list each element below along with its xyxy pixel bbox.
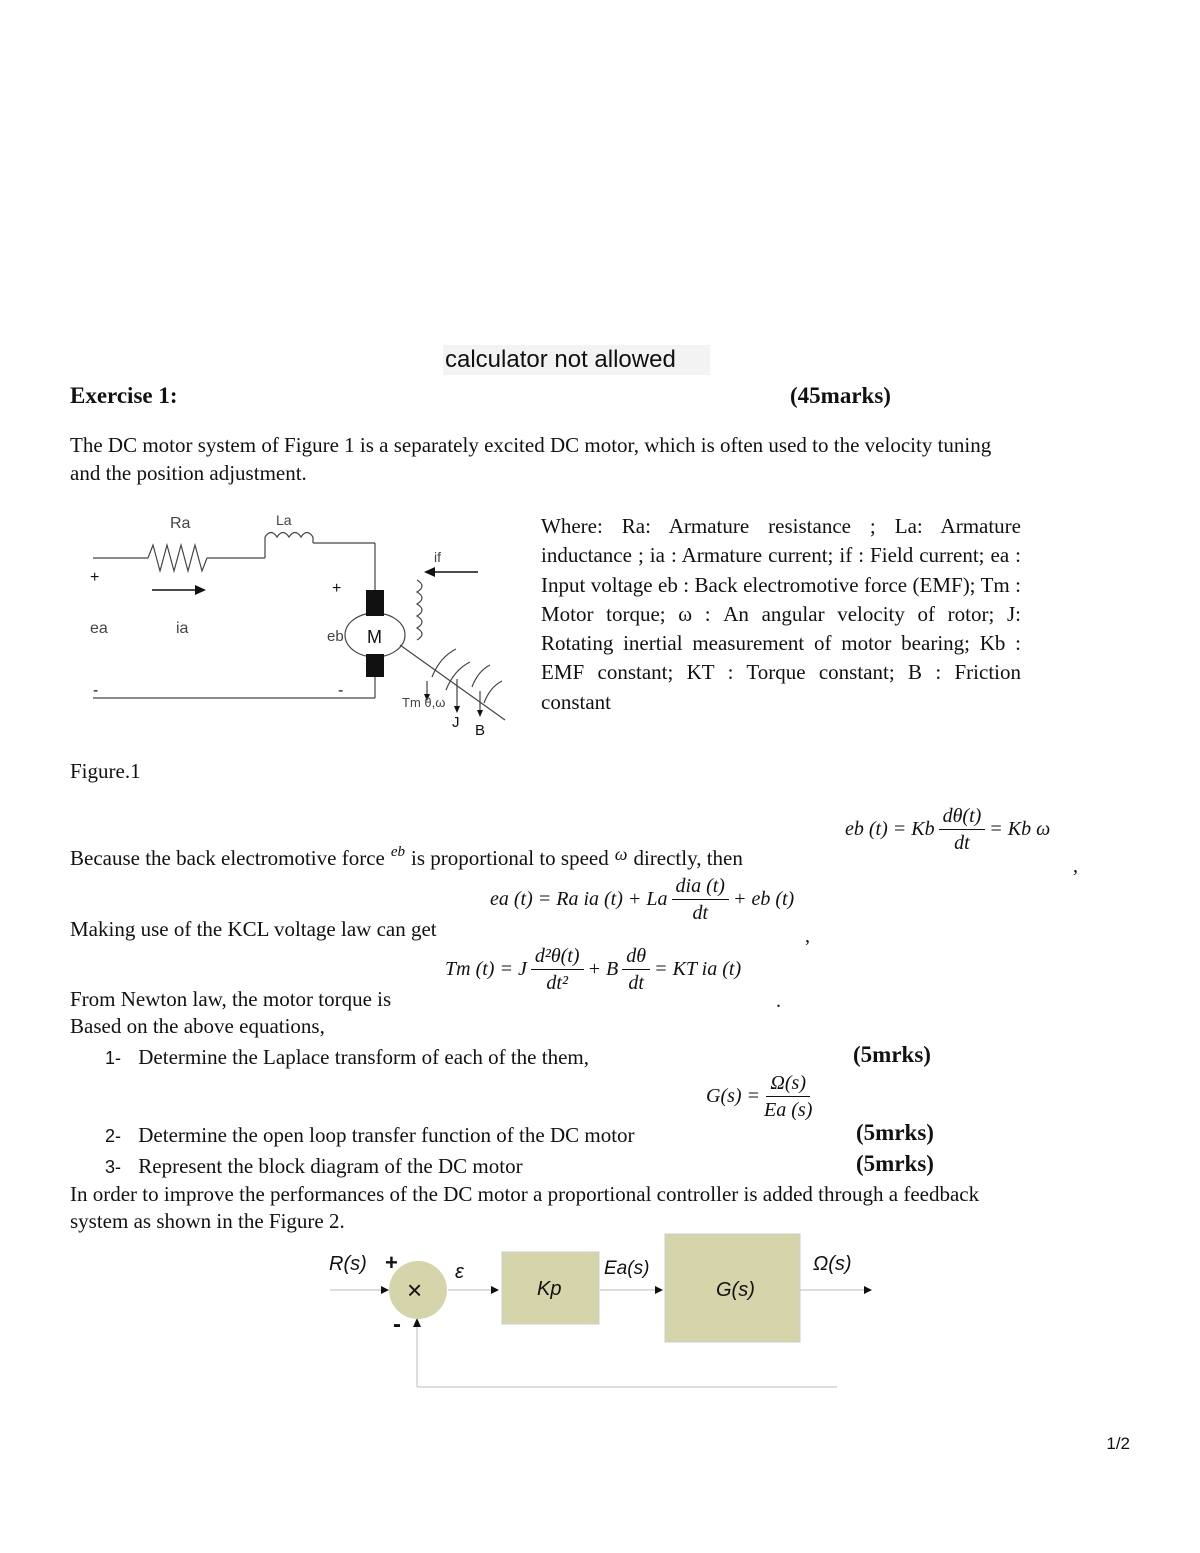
back-emf-text: Because the back electromotive force xyxy=(70,846,385,870)
dc-motor-circuit xyxy=(80,505,520,740)
output-label: Ω(s) xyxy=(813,1253,852,1275)
plant-label: G(s) xyxy=(716,1279,755,1301)
eq3-numerator-1: d²θ(t) xyxy=(531,945,584,970)
question-2-number: 2- xyxy=(105,1126,122,1146)
eq3-mid: + B xyxy=(587,958,619,980)
label-eb: eb xyxy=(327,628,344,645)
eq3-period: . xyxy=(776,990,781,1012)
input-label: R(s) xyxy=(329,1253,367,1275)
kcl-paragraph: Making use of the KCL voltage law can get xyxy=(70,917,437,941)
based-paragraph: Based on the above equations, xyxy=(70,1014,325,1038)
question-1 xyxy=(105,1043,589,1072)
eq2-rhs: + eb (t) xyxy=(732,888,795,910)
label-if: if xyxy=(434,549,441,565)
symbol-legend: Where: Ra: Armature resistance ; La: Armature inductance ; ia : Armature current; if : Field current; ea : Input voltage eb : Back electromotive force (EMF); Tm : Motor torque; ω : An angular velocity of rotor; J: Rotating inertial measurement of motor bearing; Kb : EMF constant; KT : Torque constant; B : Friction constant xyxy=(541,514,1021,714)
eq1-denominator: dt xyxy=(954,832,970,854)
equation-kcl xyxy=(490,875,794,924)
eq1-lhs: eb (t) = Kb xyxy=(845,818,935,840)
label-ia: ia xyxy=(176,620,189,637)
label-la: La xyxy=(276,512,292,528)
eq4-numerator: Ω(s) xyxy=(766,1072,810,1097)
exercise-marks: (45marks) xyxy=(790,383,891,408)
controller-label: Kp xyxy=(537,1278,562,1300)
back-emf-paragraph xyxy=(70,844,743,872)
calculator-notice: calculator not allowed xyxy=(443,345,710,375)
eq3-denominator-1: dt² xyxy=(546,972,568,994)
eq2-numerator: dia (t) xyxy=(672,875,729,900)
eq3-lhs: Tm (t) = J xyxy=(445,958,527,980)
label-ea: ea xyxy=(90,620,108,637)
eq2-denominator: dt xyxy=(692,902,709,924)
question-3-text: Represent the block diagram of the DC motor xyxy=(138,1154,523,1178)
question-1-number: 1- xyxy=(105,1048,122,1068)
question-2 xyxy=(105,1121,635,1150)
proportional-text: is proportional to speed xyxy=(411,846,609,870)
intro-line-2: and the position adjustment. xyxy=(70,461,307,485)
question-3-number: 3- xyxy=(105,1157,122,1177)
closing-line-1: In order to improve the performances of the DC motor a proportional controller is added through a feedback xyxy=(70,1182,980,1206)
equation-newton xyxy=(445,945,741,994)
minus-sign: - xyxy=(393,1311,401,1338)
eb-symbol: eb xyxy=(390,844,406,860)
eq1-comma: , xyxy=(1073,855,1078,877)
label-j: J xyxy=(452,714,460,731)
label-plus-mid: + xyxy=(332,580,342,597)
eq1-rhs: = Kb ω xyxy=(989,818,1051,840)
signal-label: Ea(s) xyxy=(604,1258,650,1279)
feedback-block-diagram xyxy=(325,1232,885,1397)
eq2-lhs: ea (t) = Ra ia (t) + La xyxy=(490,888,668,910)
question-3-marks: (5mrks) xyxy=(856,1151,934,1176)
label-plus-left: + xyxy=(90,569,100,586)
eq2-comma: , xyxy=(805,925,810,947)
label-ra: Ra xyxy=(170,515,191,532)
label-tm: Tm θ,ω xyxy=(402,695,446,710)
omega-symbol: ω xyxy=(614,844,628,864)
plus-sign: + xyxy=(385,1250,398,1275)
label-b: B xyxy=(475,722,486,739)
question-2-text: Determine the open loop transfer function of the DC motor xyxy=(138,1123,635,1147)
intro-line-1: The DC motor system of Figure 1 is a separately excited DC motor, which is often used to the velocity tuning xyxy=(70,433,992,457)
question-1-marks: (5mrks) xyxy=(853,1042,931,1067)
eq3-numerator-2: dθ xyxy=(622,945,650,970)
exercise-title: Exercise 1: xyxy=(70,383,178,408)
eq3-denominator-2: dt xyxy=(628,972,644,994)
eq4-denominator: Ea (s) xyxy=(764,1099,813,1121)
error-label: ε xyxy=(455,1261,464,1283)
label-minus-left: - xyxy=(93,682,99,699)
closing-line-2: system as shown in the Figure 2. xyxy=(70,1209,345,1233)
directly-text: directly, then xyxy=(633,846,743,870)
sum-multiply-icon: × xyxy=(407,1275,423,1305)
question-2-marks: (5mrks) xyxy=(856,1120,934,1145)
question-3 xyxy=(105,1152,523,1181)
equation-transfer-function xyxy=(706,1072,816,1121)
question-1-text: Determine the Laplace transform of each of the them, xyxy=(138,1045,589,1069)
equation-back-emf xyxy=(845,805,1050,854)
label-motor: M xyxy=(367,627,382,647)
page-number: 1/2 xyxy=(1106,1434,1130,1453)
label-minus-mid: - xyxy=(338,682,344,699)
eq4-lhs: G(s) = xyxy=(706,1085,761,1107)
newton-paragraph: From Newton law, the motor torque is xyxy=(70,987,392,1011)
figure-1-caption: Figure.1 xyxy=(70,759,141,783)
eq1-numerator: dθ(t) xyxy=(939,805,986,830)
eq3-rhs: = KT ia (t) xyxy=(654,958,742,980)
